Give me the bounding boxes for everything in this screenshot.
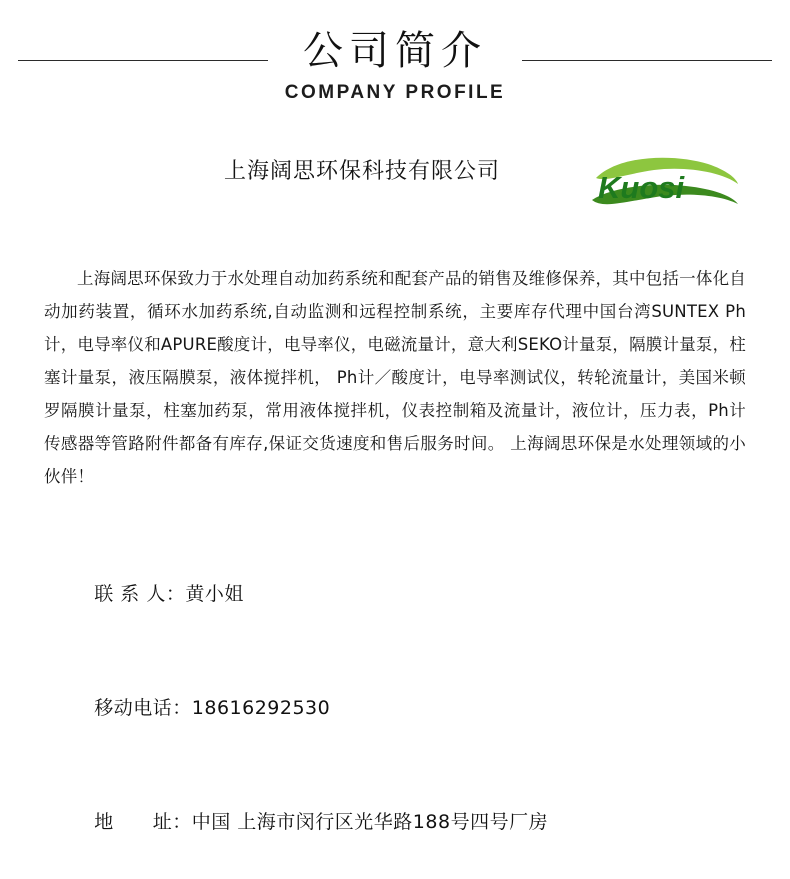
contact-phone-line (55, 651, 790, 765)
profile-paragraph: 上海阔思环保致力于水处理自动加药系统和配套产品的销售及维修保养，其中包括一体化自动加药装置，循环水加药系统,自动监测和远程控制系统，主要库存代理中国台湾SUNTEX Ph计，电导率仪和APURE酸度计，电导率仪，电磁流量计，意大利SEKO计量泵，隔膜计量泵，柱塞计量泵，液压隔膜泵，液体搅拌机， Ph计／酸度计，电导率测试仪，转轮流量计，美国米顿罗隔膜计量泵，柱塞加药泵，常用液体搅拌机，仪表控制箱及流量计，液位计，压力表，Ph计传感器等管路附件都备有库存,保证交货速度和售后服务时间。 上海阔思环保是水处理领域的小伙伴！ (44, 269, 747, 486)
page-subtitle: COMPANY PROFILE (284, 82, 506, 103)
contact-person-label: 联 系 人： (94, 583, 186, 605)
company-logo (590, 152, 740, 224)
contact-address-line (55, 765, 790, 879)
page-header (0, 0, 790, 104)
company-header-row (0, 146, 790, 238)
company-name: 上海阔思环保科技有限公司 (224, 159, 501, 184)
header-rule-left (18, 60, 268, 61)
contact-address-value: 中国 上海市闵行区光华路188号四号厂房 (191, 811, 549, 833)
page-title: 公司简介 (303, 28, 487, 74)
header-rule-right (522, 60, 772, 61)
contact-phone-value: 18616292530 (191, 697, 331, 719)
logo-wordmark: Kuosi (598, 170, 685, 205)
contact-phone-label: 移动电话： (94, 697, 192, 719)
contact-block (55, 537, 790, 879)
contact-person-value: 黄小姐 (185, 583, 244, 605)
contact-address-label: 地 址： (94, 811, 192, 833)
contact-person-line (55, 537, 790, 651)
